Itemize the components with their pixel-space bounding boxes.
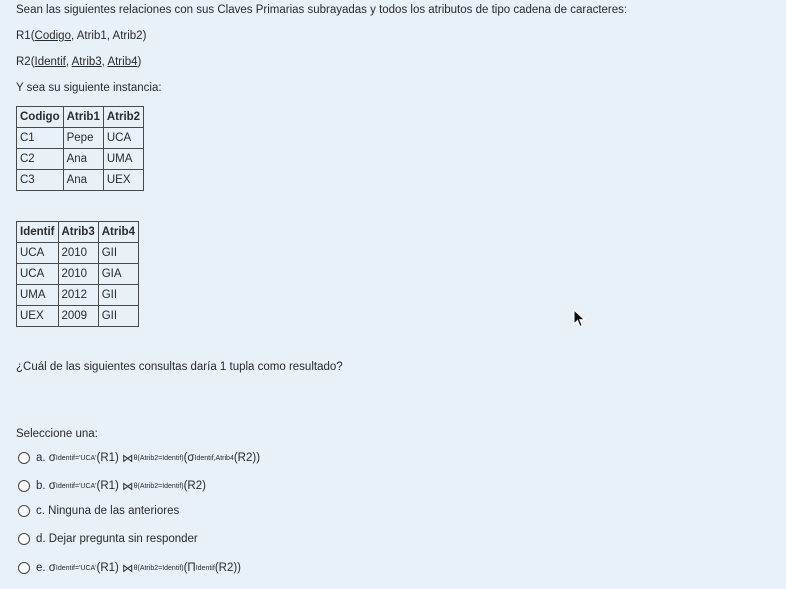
table-row: [17, 306, 139, 327]
sigma-symbol: σ: [48, 452, 56, 464]
table-row: [17, 128, 144, 149]
option-tail: (R2)): [233, 452, 261, 464]
r1-key: Codigo: [34, 30, 71, 42]
table-cell: GIA: [98, 264, 138, 285]
selection-condition: Identif='UCA': [55, 564, 97, 572]
r2-sep1: ,: [65, 56, 72, 68]
table-cell: 2009: [58, 306, 98, 327]
r2-atrib4: Atrib4: [107, 56, 138, 68]
option-tail: (R2)): [214, 562, 242, 574]
table-r1: [16, 106, 144, 191]
table-cell: 2012: [58, 285, 98, 306]
join-symbol: ⋈: [122, 563, 134, 575]
join-symbol: ⋈: [122, 481, 134, 493]
option-a[interactable]: [18, 451, 260, 465]
table-cell: GII: [98, 243, 138, 264]
table-header: Atrib2: [103, 107, 143, 128]
radio-option-c[interactable]: [18, 505, 30, 517]
table-row: [17, 264, 139, 285]
radio-option-d[interactable]: [18, 533, 30, 545]
selection-condition: Identif='UCA': [55, 482, 97, 490]
table-cell: Pepe: [63, 128, 103, 149]
relation-r2: [16, 56, 141, 68]
radio-option-e[interactable]: [18, 562, 30, 574]
table-row: [17, 285, 139, 306]
option-letter: a.: [36, 452, 46, 464]
option-letter: d.: [36, 533, 46, 545]
table-header: Atrib1: [63, 107, 103, 128]
relation-r1: [16, 30, 146, 42]
intro-text: Sean las siguientes relaciones con sus Claves Primarias subrayadas y todos los atributos de tipo cadena de caracteres:: [16, 4, 628, 16]
table-cell: UCA: [103, 128, 143, 149]
sigma-symbol: σ: [48, 562, 56, 574]
option-c[interactable]: [18, 505, 179, 517]
join-symbol: ⋈: [122, 453, 134, 465]
option-letter: c.: [36, 505, 45, 517]
instance-label: Y sea su siguiente instancia:: [16, 82, 162, 94]
open-paren-sigma: (σ: [183, 452, 195, 464]
r2-key: Identif: [34, 56, 66, 68]
relation-ref: (R1): [96, 562, 119, 574]
table-cell: UEX: [17, 306, 59, 327]
r2-atrib3: Atrib3: [71, 56, 102, 68]
table-cell: Ana: [63, 149, 103, 170]
r2-close: ): [137, 56, 142, 68]
table-cell: GII: [98, 306, 138, 327]
option-b[interactable]: [18, 479, 206, 493]
table-header: Atrib4: [98, 222, 138, 243]
table-row: [17, 243, 139, 264]
table-cell: 2010: [58, 264, 98, 285]
radio-option-b[interactable]: [18, 480, 30, 492]
option-text: Ninguna de las anteriores: [48, 505, 180, 517]
table-header-row: [17, 222, 139, 243]
selection-condition: Identif='UCA': [55, 454, 97, 462]
option-e[interactable]: [18, 561, 241, 575]
table-cell: C2: [17, 149, 64, 170]
r1-name: R1(: [16, 30, 35, 42]
mouse-cursor-icon: [573, 309, 587, 329]
table-r2: [16, 221, 139, 327]
option-letter: e.: [36, 562, 46, 574]
sigma-symbol: σ: [48, 480, 56, 492]
table-cell: 2010: [58, 243, 98, 264]
open-paren-projection: (Π: [183, 562, 196, 574]
table-cell: UCA: [17, 264, 59, 285]
relation-ref: (R1): [96, 452, 119, 464]
table-cell: UEX: [103, 170, 143, 191]
option-letter: b.: [36, 480, 46, 492]
table-header: Identif: [17, 222, 59, 243]
radio-option-a[interactable]: [18, 452, 30, 464]
table-cell: C1: [17, 128, 64, 149]
join-condition: θ(Atrib2=Identif): [133, 454, 184, 462]
table-cell: UMA: [17, 285, 59, 306]
table-cell: C3: [17, 170, 64, 191]
table-header: Atrib3: [58, 222, 98, 243]
table-cell: UCA: [17, 243, 59, 264]
question-text: ¿Cuál de las siguientes consultas daría 1 tupla como resultado?: [16, 361, 343, 373]
table-row: [17, 170, 144, 191]
table-cell: GII: [98, 285, 138, 306]
table-cell: UMA: [103, 149, 143, 170]
r1-rest: , Atrib1, Atrib2): [70, 30, 147, 42]
table-row: [17, 149, 144, 170]
join-condition: θ(Atrib2=Identif): [133, 482, 184, 490]
option-text: Dejar pregunta sin responder: [48, 533, 198, 545]
projection-attribute: Identif: [195, 564, 215, 572]
r2-sep2: ,: [101, 56, 108, 68]
option-tail: (R2): [183, 480, 206, 492]
select-label: Seleccione una:: [16, 428, 98, 440]
r2-name: R2(: [16, 56, 35, 68]
table-header: Codigo: [17, 107, 64, 128]
join-condition: θ(Atrib2=Identif): [133, 564, 184, 572]
inner-condition: Identif,Atrib4: [194, 454, 234, 462]
relation-ref: (R1): [96, 480, 119, 492]
table-cell: Ana: [63, 170, 103, 191]
option-d[interactable]: [18, 533, 198, 545]
table-header-row: [17, 107, 144, 128]
